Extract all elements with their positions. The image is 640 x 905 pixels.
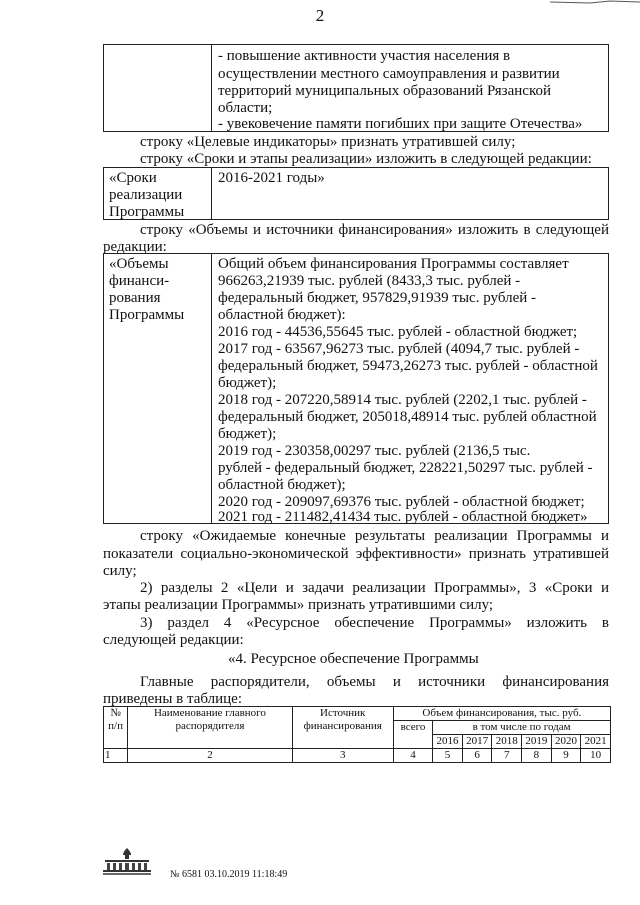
funding-table-row <box>103 253 609 524</box>
goals-line: - повышение активности участия населения в <box>218 48 511 64</box>
funding-line: 2020 год - 209097,69376 тыс. рублей - областной бюджет; <box>218 494 585 510</box>
index-cell: 5 <box>433 749 463 763</box>
index-cell: 2 <box>128 749 293 763</box>
terms-value: 2016-2021 годы» <box>218 170 325 186</box>
funding-line: 2018 год - 207220,58914 тыс. рублей (2202,1 тыс. рублей - <box>218 392 587 408</box>
paragraph-expected-line: строку «Ожидаемые конечные результаты реализации Программы и <box>140 528 609 544</box>
funding-line: областной бюджет): <box>218 307 346 323</box>
header-name-line: распорядителя <box>175 720 245 732</box>
paragraph-indicators: строку «Целевые индикаторы» признать утратившей силу; <box>140 134 516 150</box>
funding-label-line: Программы <box>109 307 185 323</box>
paragraph-expected-line: показатели социально-экономической эффективности» признать утратившей <box>103 546 609 562</box>
header-number-line: п/п <box>108 720 123 732</box>
header-name-line: Наименование главного <box>153 707 266 719</box>
terms-value-cell <box>212 168 608 219</box>
government-building-logo <box>101 846 153 876</box>
goals-table-row <box>103 44 609 132</box>
header-source <box>292 707 393 749</box>
goals-label-cell <box>104 45 212 131</box>
paragraph-expected-line: силу; <box>103 563 137 579</box>
funding-line: бюджет); <box>218 375 277 391</box>
header-year: 2016 <box>433 735 463 749</box>
header-by-year: в том числе по годам <box>433 721 611 735</box>
table-index-row <box>104 749 611 763</box>
goals-line: осуществлении местного самоуправления и развитии <box>218 66 560 82</box>
resource-table <box>103 706 611 763</box>
page-number: 2 <box>315 6 325 25</box>
paragraph-section4-line: 3) раздел 4 «Ресурсное обеспечение Программы» изложить в <box>140 615 609 631</box>
goals-line: области; <box>218 100 273 116</box>
funding-label-line: «Объемы <box>109 256 169 272</box>
table-header-row <box>104 707 611 721</box>
header-total: всего <box>393 721 433 749</box>
funding-line: 966263,21939 тыс. рублей (8433,3 тыс. рублей - <box>218 273 521 289</box>
header-number-line: № <box>110 707 121 719</box>
funding-line: 2017 год - 63567,96273 тыс. рублей (4094,7 тыс. рублей - <box>218 341 580 357</box>
paragraph-sections-line: 2) разделы 2 «Цели и задачи реализации Программы», 3 «Сроки и <box>140 580 609 596</box>
funding-label-line: рования <box>109 290 161 306</box>
paragraph-section4-line: следующей редакции: <box>103 632 244 648</box>
registration-stamp: № 6581 03.10.2019 11:18:49 <box>170 869 288 880</box>
funding-line: 2021 год - 211482,41434 тыс. рублей - областной бюджет» <box>218 509 588 525</box>
index-cell: 1 <box>104 749 128 763</box>
funding-label-line: финанси- <box>109 273 170 289</box>
goals-line: - увековечение памяти погибших при защите Отечества» <box>218 116 583 132</box>
header-source-line: финансирования <box>303 720 382 732</box>
funding-value-cell <box>212 254 608 523</box>
paragraph-sections-line: этапы реализации Программы» признать утратившими силу; <box>103 597 494 613</box>
index-cell: 7 <box>492 749 522 763</box>
funding-label-cell <box>104 254 212 523</box>
funding-line: бюджет); <box>218 426 277 442</box>
header-year: 2021 <box>581 735 611 749</box>
paragraph-terms: строку «Сроки и этапы реализации» изложить в следующей редакции: <box>140 151 592 167</box>
funding-line: областной бюджет); <box>218 477 346 493</box>
terms-label-line: реализации <box>109 187 183 203</box>
paragraph-funding-line: строку «Объемы и источники финансирования» изложить в следующей <box>140 222 609 238</box>
terms-label-line: Программы <box>109 204 185 220</box>
paragraph-main-line: приведены в таблице: <box>103 691 243 707</box>
header-source-line: Источник <box>320 707 366 719</box>
index-cell: 4 <box>393 749 433 763</box>
paragraph-funding-line: редакции: <box>103 239 167 255</box>
index-cell: 9 <box>551 749 581 763</box>
terms-label-cell <box>104 168 212 219</box>
paragraph-main-line: Главные распорядители, объемы и источники финансирования <box>140 674 609 690</box>
index-cell: 6 <box>462 749 492 763</box>
funding-line: 2019 год - 230358,00297 тыс. рублей (2136,5 тыс. <box>218 443 531 459</box>
header-year: 2018 <box>492 735 522 749</box>
scan-artifact <box>550 0 640 8</box>
header-number <box>104 707 128 749</box>
index-cell: 3 <box>292 749 393 763</box>
section-title: «4. Ресурсное обеспечение Программы <box>228 651 479 667</box>
terms-label-line: «Сроки <box>109 170 157 186</box>
header-year: 2019 <box>522 735 552 749</box>
header-year: 2017 <box>462 735 492 749</box>
funding-line: федеральный бюджет, 205018,48914 тыс. рублей областной <box>218 409 597 425</box>
funding-line: федеральный бюджет, 957829,91939 тыс. рублей - <box>218 290 536 306</box>
goals-value-cell <box>212 45 608 131</box>
header-volume: Объем финансирования, тыс. руб. <box>393 707 610 721</box>
funding-line: рублей - федеральный бюджет, 228221,50297 тыс. рублей - <box>218 460 593 476</box>
header-name <box>128 707 293 749</box>
funding-line: Общий объем финансирования Программы составляет <box>218 256 569 272</box>
funding-line: федеральный бюджет, 59473,26273 тыс. рублей - областной <box>218 358 598 374</box>
index-cell: 8 <box>522 749 552 763</box>
terms-table-row <box>103 167 609 220</box>
header-year: 2020 <box>551 735 581 749</box>
goals-line: территорий муниципальных образований Рязанской <box>218 83 551 99</box>
funding-line: 2016 год - 44536,55645 тыс. рублей - областной бюджет; <box>218 324 578 340</box>
index-cell: 10 <box>581 749 611 763</box>
